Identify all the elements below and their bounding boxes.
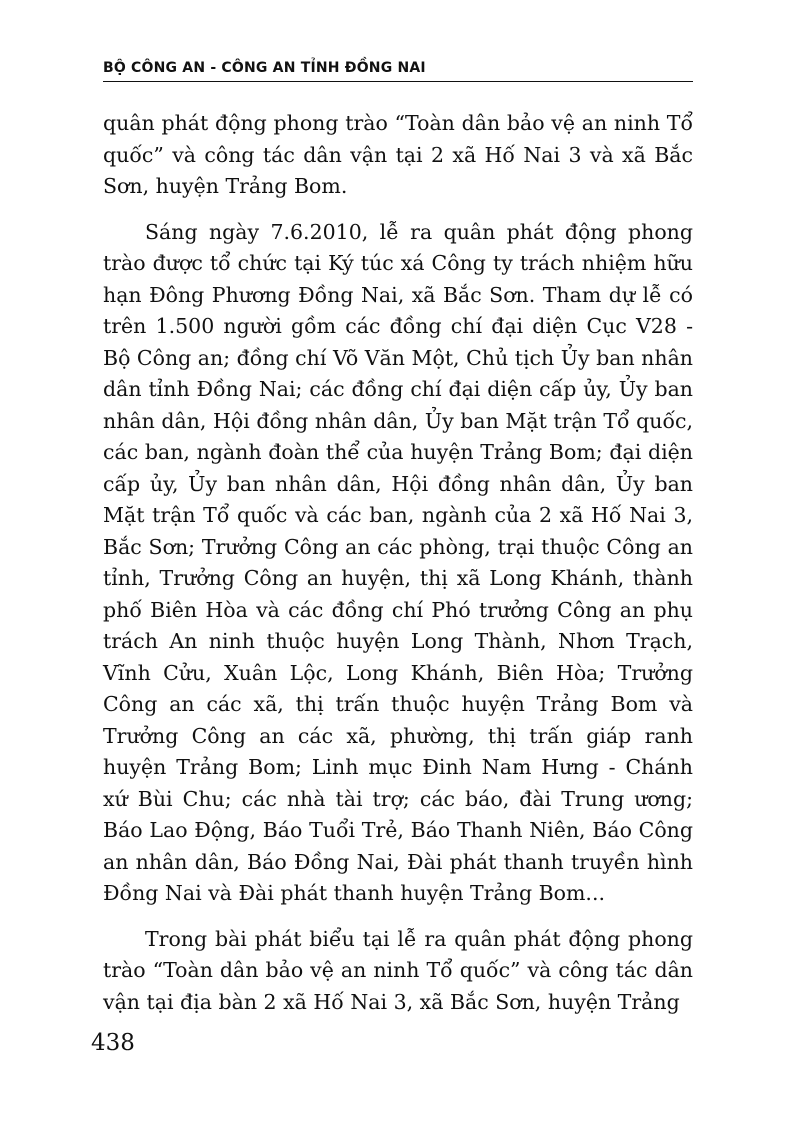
running-header-title: BỘ CÔNG AN - CÔNG AN TỈNH ĐỒNG NAI — [103, 60, 426, 76]
header-divider — [103, 81, 693, 82]
paragraph-ceremony-details: Sáng ngày 7.6.2010, lễ ra quân phát động phong trào được tổ chức tại Ký túc xá Công ty trách nhiệm hữu hạn Đông Phương Đồng Nai, xã Bắc Sơn. Tham dự lễ có trên 1.500 người gồm các đồng chí đại diện Cục V28 - Bộ Công an; đồng chí Võ Văn Một, Chủ tịch Ủy ban nhân dân tỉnh Đồng Nai; các đồng chí đại diện cấp ủy, Ủy ban nhân dân, Hội đồng nhân dân, Ủy ban Mặt trận Tổ quốc, các ban, ngành đoàn thể của huyện Trảng Bom; đại diện cấp ủy, Ủy ban nhân dân, Hội đồng nhân dân, Ủy ban Mặt trận Tổ quốc và các ban, ngành của 2 xã Hố Nai 3, Bắc Sơn; Trưởng Công an các phòng, trại thuộc Công an tỉnh, Trưởng Công an huyện, thị xã Long Khánh, thành phố Biên Hòa và các đồng chí Phó trưởng Công an phụ trách An ninh thuộc huyện Long Thành, Nhơn Trạch, Vĩnh Cửu, Xuân Lộc, Long Khánh, Biên Hòa; Trưởng Công an các xã, thị trấn thuộc huyện Trảng Bom và Trưởng Công an các xã, phường, thị trấn giáp ranh huyện Trảng Bom; Linh mục Đinh Nam Hưng - Chánh xứ Bùi Chu; các nhà tài trợ; các báo, đài Trung ương; Báo Lao Động, Báo Tuổi Trẻ, Báo Thanh Niên, Báo Công an nhân dân, Báo Đồng Nai, Đài phát thanh truyền hình Đồng Nai và Đài phát thanh huyện Trảng Bom... — [103, 219, 693, 905]
body-text — [103, 108, 693, 1018]
paragraph-speech-intro: Trong bài phát biểu tại lễ ra quân phát động phong trào “Toàn dân bảo vệ an ninh Tổ quốc” và công tác dân vận tại địa bàn 2 xã Hố Nai 3, xã Bắc Sơn, huyện Trảng — [103, 926, 693, 1014]
paragraph-continuation: quân phát động phong trào “Toàn dân bảo vệ an ninh Tổ quốc” và công tác dân vận tại 2 xã Hố Nai 3 và xã Bắc Sơn, huyện Trảng Bom. — [103, 111, 693, 198]
page-number: 438 — [91, 1030, 135, 1056]
